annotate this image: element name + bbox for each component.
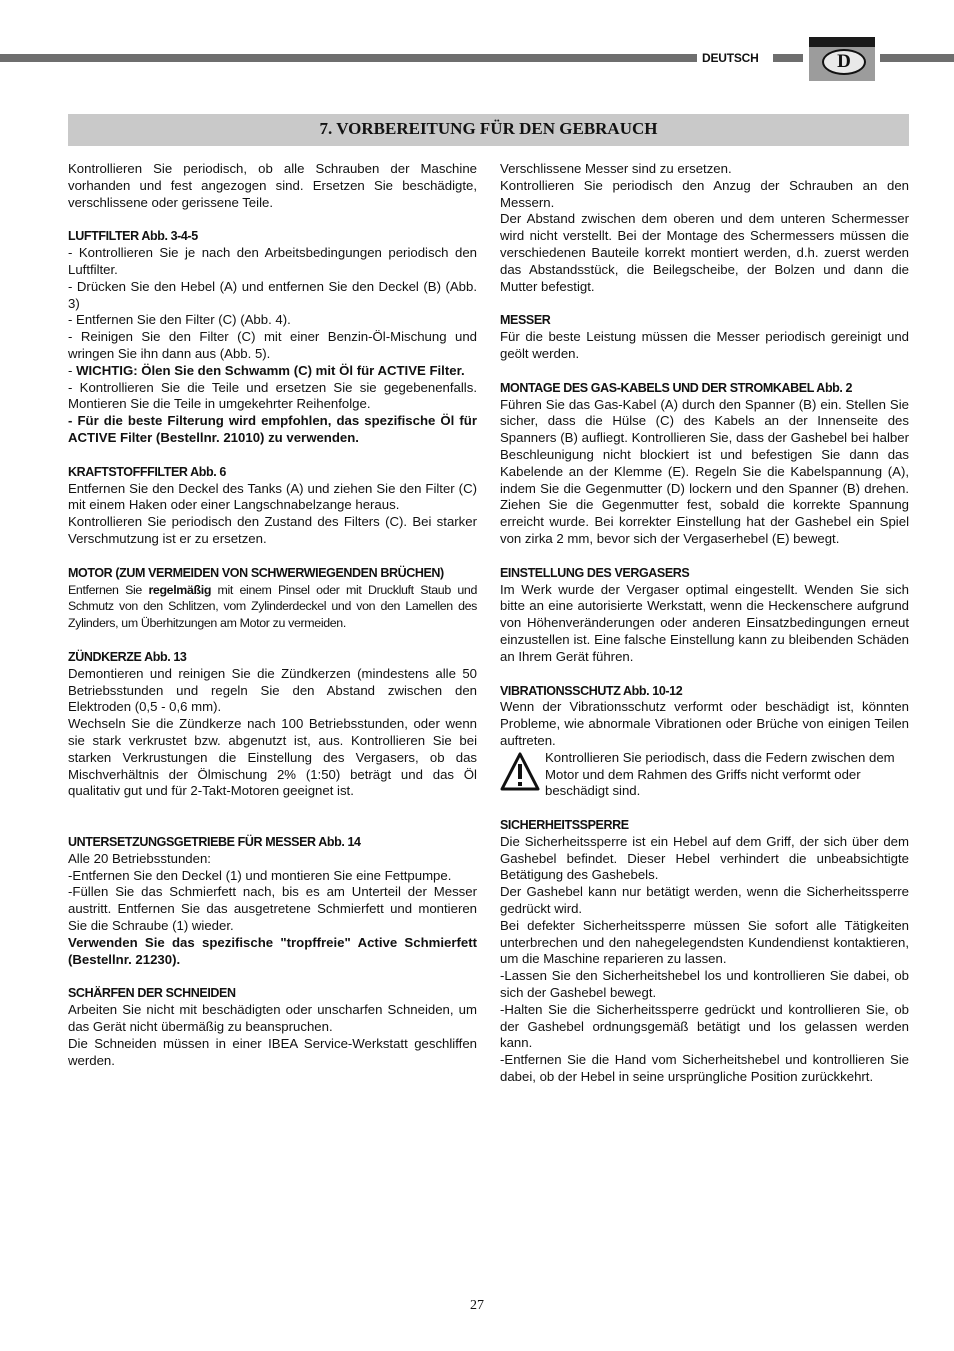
sperre-heading: SICHERHEITSSPERRE [500,818,629,833]
messer-intro-p1: Verschlissene Messer sind zu ersetzen. [500,161,732,176]
messer-heading: MESSER [500,313,551,328]
warning-triangle-icon [500,752,540,792]
header-rule-left [0,54,697,62]
zuendkerze-p1: Demontieren und reinigen Sie die Zündkerzen (mindestens alle 50 Betriebsstunden und regeln Sie den Abstand zwischen den Elektroden (0,5 - 0,6 mm). [68,665,477,715]
language-label: DEUTSCH [702,51,759,65]
left-column [68,161,477,1069]
luftfilter-warning: WICHTIG: Ölen Sie den Schwamm (C) mit Öl für ACTIVE Filter. [76,362,465,378]
vibration-p1: Wenn der Vibrationsschutz verformt oder beschädigt ist, könnten Probleme, wie abnormale Vibrationen oder Brüche von einigen Teilen auftreten. [500,699,909,748]
sperre-p6: -Entfernen Sie die Hand vom Sicherheitshebel und kontrollieren Sie dabei, ob der Hebel in seine ursprüngliche Position zurückkehrt. [500,1052,909,1085]
kraftstofffilter-p2: Kontrollieren Sie periodisch den Zustand des Filters (C). Bei starker Verschmutzung ist er zu ersetzen. [68,514,477,546]
sperre-p5: -Halten Sie die Sicherheitssperre gedrückt und kontrollieren Sie, ob der Gashebel ordnungsgemäß betätigt und los gelassen werden kann. [500,1001,909,1051]
luftfilter-p5-prefix: - [68,362,77,378]
language-badge-letter: D [822,49,866,75]
schaerfen-p2: Die Schneiden müssen in einer IBEA Service-Werkstatt geschliffen werden. [68,1035,477,1068]
luftfilter-heading: LUFTFILTER Abb. 3-4-5 [68,229,198,244]
motor-p1-a: Entfernen Sie [68,582,149,597]
luftfilter-p7: - Für die beste Filterung wird empfohlen, das spezifische Öl für ACTIVE Filter (Bestellnr. 21010) zu verwenden. [68,413,477,445]
language-badge-band [809,37,875,47]
getriebe-p1: Alle 20 Betriebsstunden: [68,850,211,866]
getriebe-p2: -Entfernen Sie den Deckel (1) und montieren Sie eine Fettpumpe. [68,867,452,883]
luftfilter-p4: - Reinigen Sie den Filter (C) mit einer Benzin-Öl-Mischung und wringen Sie ihn dann aus (Abb. 5). [68,329,477,361]
getriebe-p4: Verwenden Sie das spezifische "tropffreie" Active Schmierfett (Bestellnr. 21230). [68,934,477,967]
vergaser-p1: Im Werk wurde der Vergaser optimal eingestellt. Wenden Sie sich bitte an eine autorisierte Werkstatt, wenn die Heckenschere aufgrund von Höhenveränderungen oder anderen Einsatzbedingungen erneut einzustellen ist. Eine falsche Einstellung kann zu bleibenden Schäden an Ihrem Gerät führen. [500,581,909,664]
motor-p1 [68,582,477,632]
montage-p1: Führen Sie das Gas-Kabel (A) durch den Spanner (B) ein. Stellen Sie sicher, dass die Hülse (C) des Kabels an der Innenseite des Spanners (B) aufliegt. Kontrollieren Sie, dass der Gashebel bei halber Beschleunigung nicht blockiert ist und befestigen Sie dann das Kabelende an der Klemme (E). Regeln Sie die Kabelspannung (A), indem Sie die Gegenmutter (D) lockern und den Spanner (B) drehen. Ziehen Sie die Gegenmutter fest, sobald die korrekte Spannung erreicht wurde. Bei korrekter Einstellung hat der Gashebel ein Spiel von zirka 2 mm, bevor sich der Vergaserhebel (E) bewegt. [500,396,909,546]
kraftstofffilter-heading: KRAFTSTOFFFILTER Abb. 6 [68,464,226,479]
sperre-p4: -Lassen Sie den Sicherheitshebel los und kontrollieren Sie dabei, ob sich der Gashebel bewegt. [500,968,909,1001]
intro-paragraph: Kontrollieren Sie periodisch, ob alle Schrauben der Maschine vorhanden und fest angezogen sind. Ersetzen Sie beschädigte, verschlissene oder gerissene Teile. [68,161,477,210]
header-rule-mid [773,54,803,62]
schaerfen-heading: SCHÄRFEN DER SCHNEIDEN [68,986,236,1001]
luftfilter-p3: - Entfernen Sie den Filter (C) (Abb. 4). [68,312,291,328]
montage-heading: MONTAGE DES GAS-KABELS UND DER STROMKABEL Abb. 2 [500,380,853,395]
motor-p1-bold: regelmäßig [148,582,212,597]
language-badge [809,37,875,81]
kraftstofffilter-p1: Entfernen Sie den Deckel des Tanks (A) und ziehen Sie den Filter (C) mit einem Haken oder einer Langschnabelzange heraus. [68,480,477,513]
schaerfen-p1: Arbeiten Sie nicht mit beschädigten oder unscharfen Schneiden, um das Gerät nicht übermäßig zu beanspruchen. [68,1002,477,1035]
zuendkerze-p2: Wechseln Sie die Zündkerze nach 100 Betriebsstunden, oder wenn sie stark verkrustet bzw. abgenutzt ist, aus. Kontrollieren Sie bei starken Verkrustungen die Einstellung des Vergasers, ob das Mischverhältnis der Ölmischung 2% (1:50) beträgt und das Öl qualitativ gut und für 2-Takt-Motoren geeignet ist. [68,716,477,799]
luftfilter-p1: - Kontrollieren Sie je nach den Arbeitsbedingungen periodisch den Luftfilter. [68,245,477,277]
vibration-warning [500,750,909,800]
sperre-p3: Bei defekter Sicherheitssperre müssen Sie sofort alle Tätigkeiten unterbrechen und den nahegelegendsten Kundendienst kontaktieren, um die Maschine reparieren zu lassen. [500,917,909,967]
vibration-heading: VIBRATIONSSCHUTZ Abb. 10-12 [500,683,683,698]
messer-intro-p3: Der Abstand zwischen dem oberen und dem unteren Schermesser wird nicht verstellt. Bei der Montage des Schermessers müssen die verschiedenen Bauteile korrekt montiert werden, d.h. zuerst werden das Abstandsstück, die Beilegscheibe, der Bolzen und dann die Mutter befestigt. [500,211,909,294]
vibration-warning-text: Kontrollieren Sie periodisch, dass die Federn zwischen dem Motor und dem Rahmen des Griffs nicht verformt oder beschädigt sind. [545,749,895,799]
sperre-p2: Der Gashebel kann nur betätigt werden, wenn die Sicherheitssperre gedrückt wird. [500,884,909,917]
zuendkerze-heading: ZÜNDKERZE Abb. 13 [68,649,187,664]
getriebe-p3: -Füllen Sie das Schmierfett nach, bis es am Unterteil der Messer austritt. Entfernen Sie das ausgetretene Schmierfett und montieren Sie die Schraube (1) wieder. [68,884,477,934]
luftfilter-p2: - Drücken Sie den Hebel (A) und entfernen Sie den Deckel (B) (Abb. 3) [68,278,477,311]
header-rule-right [880,54,954,62]
luftfilter-p6: - Kontrollieren Sie die Teile und ersetzen Sie sie gegebenenfalls. Montieren Sie die Teile in umgekehrter Reihenfolge. [68,379,477,412]
getriebe-heading: UNTERSETZUNGSGETRIEBE FÜR MESSER Abb. 14 [68,835,361,850]
sperre-p1: Die Sicherheitssperre ist ein Hebel auf dem Griff, der sich über dem Gashebel befindet. Dieser Hebel verhindert die unbeabsichtigte Betätigung des Gashebels. [500,833,909,883]
messer-intro-p2: Kontrollieren Sie periodisch den Anzug der Schrauben an den Messern. [500,177,909,210]
page-number: 27 [470,1298,484,1313]
messer-p1: Für die beste Leistung müssen die Messer periodisch gereinigt und geölt werden. [500,329,909,361]
motor-p1-b: mit einem Pinsel oder mit Druckluft Staub und Schmutz von den Schlitzen, vom Zylinderdeckel und von den Lamellen des Zylinders, um Überhitzungen am Motor zu vermeiden. [68,582,477,631]
section-title: 7. VORBEREITUNG FÜR DEN GEBRAUCH [68,114,909,146]
right-column [500,161,909,1086]
motor-heading: MOTOR (ZUM VERMEIDEN VON SCHWERWIEGENDEN BRÜCHEN) [68,565,444,580]
vergaser-heading: EINSTELLUNG DES VERGASERS [500,565,690,580]
luftfilter-p5 [68,363,477,380]
